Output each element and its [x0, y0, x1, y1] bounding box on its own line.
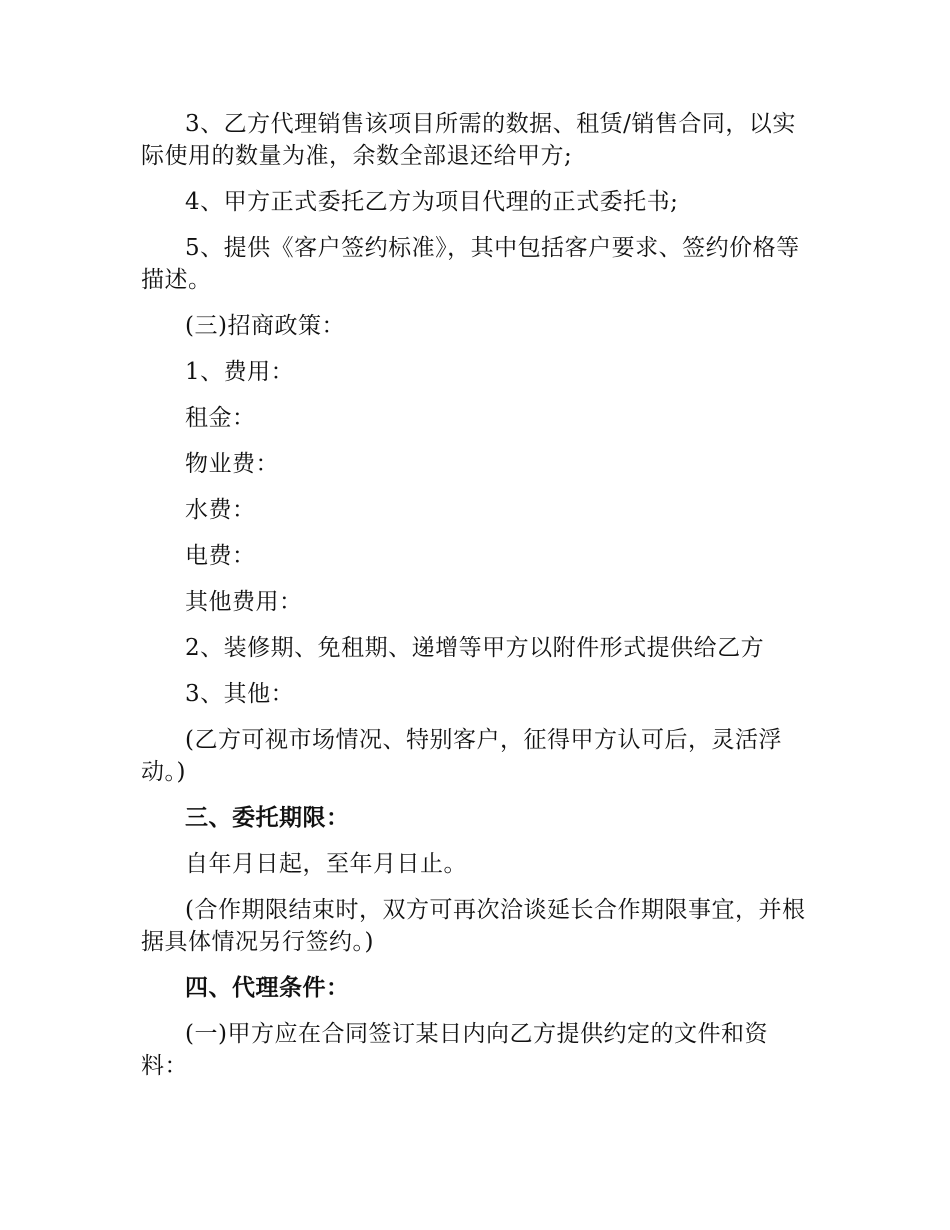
- paragraph-rent: 租金：: [185, 405, 256, 431]
- paragraph-decoration-period: 2、装修期、免租期、递增等甲方以附件形式提供给乙方: [185, 635, 765, 661]
- document-page: [141, 108, 813, 1096]
- paragraph-property-fee: 物业费：: [185, 451, 279, 477]
- paragraph-electricity-fee: 电费：: [185, 543, 256, 569]
- paragraph-water-fee: 水费：: [185, 497, 256, 523]
- paragraph-investment-policy: (三)招商政策：: [185, 313, 345, 339]
- section-heading-agency-conditions: 四、代理条件：: [185, 974, 350, 1001]
- paragraph-fees: 1、费用：: [185, 359, 295, 385]
- section-heading-term: 三、委托期限：: [185, 804, 350, 831]
- paragraph-item-5-signing-standard: 5、提供《客户签约标准》，其中包括客户要求、签约价格等描述。: [141, 235, 800, 293]
- paragraph-other-fees: 其他费用：: [185, 589, 303, 615]
- paragraph-term-note: (合作期限结束时，双方可再次洽谈延长合作期限事宜，并根据具体情况另行签约。): [141, 897, 806, 955]
- paragraph-term-dates: 自年月日起，至年月日止。: [185, 851, 467, 877]
- paragraph-item-4-authorization: 4、甲方正式委托乙方为项目代理的正式委托书;: [185, 189, 679, 215]
- paragraph-other: 3、其他：: [185, 681, 295, 707]
- paragraph-market-note: (乙方可视市场情况、特别客户，征得甲方认可后，灵活浮动。): [141, 727, 782, 785]
- paragraph-documents-provision: (一)甲方应在合同签订某日内向乙方提供约定的文件和资料：: [141, 1021, 768, 1079]
- paragraph-item-3-data-contracts: 3、乙方代理销售该项目所需的数据、租赁/销售合同，以实际使用的数量为准，余数全部退还给甲方;: [141, 111, 796, 169]
